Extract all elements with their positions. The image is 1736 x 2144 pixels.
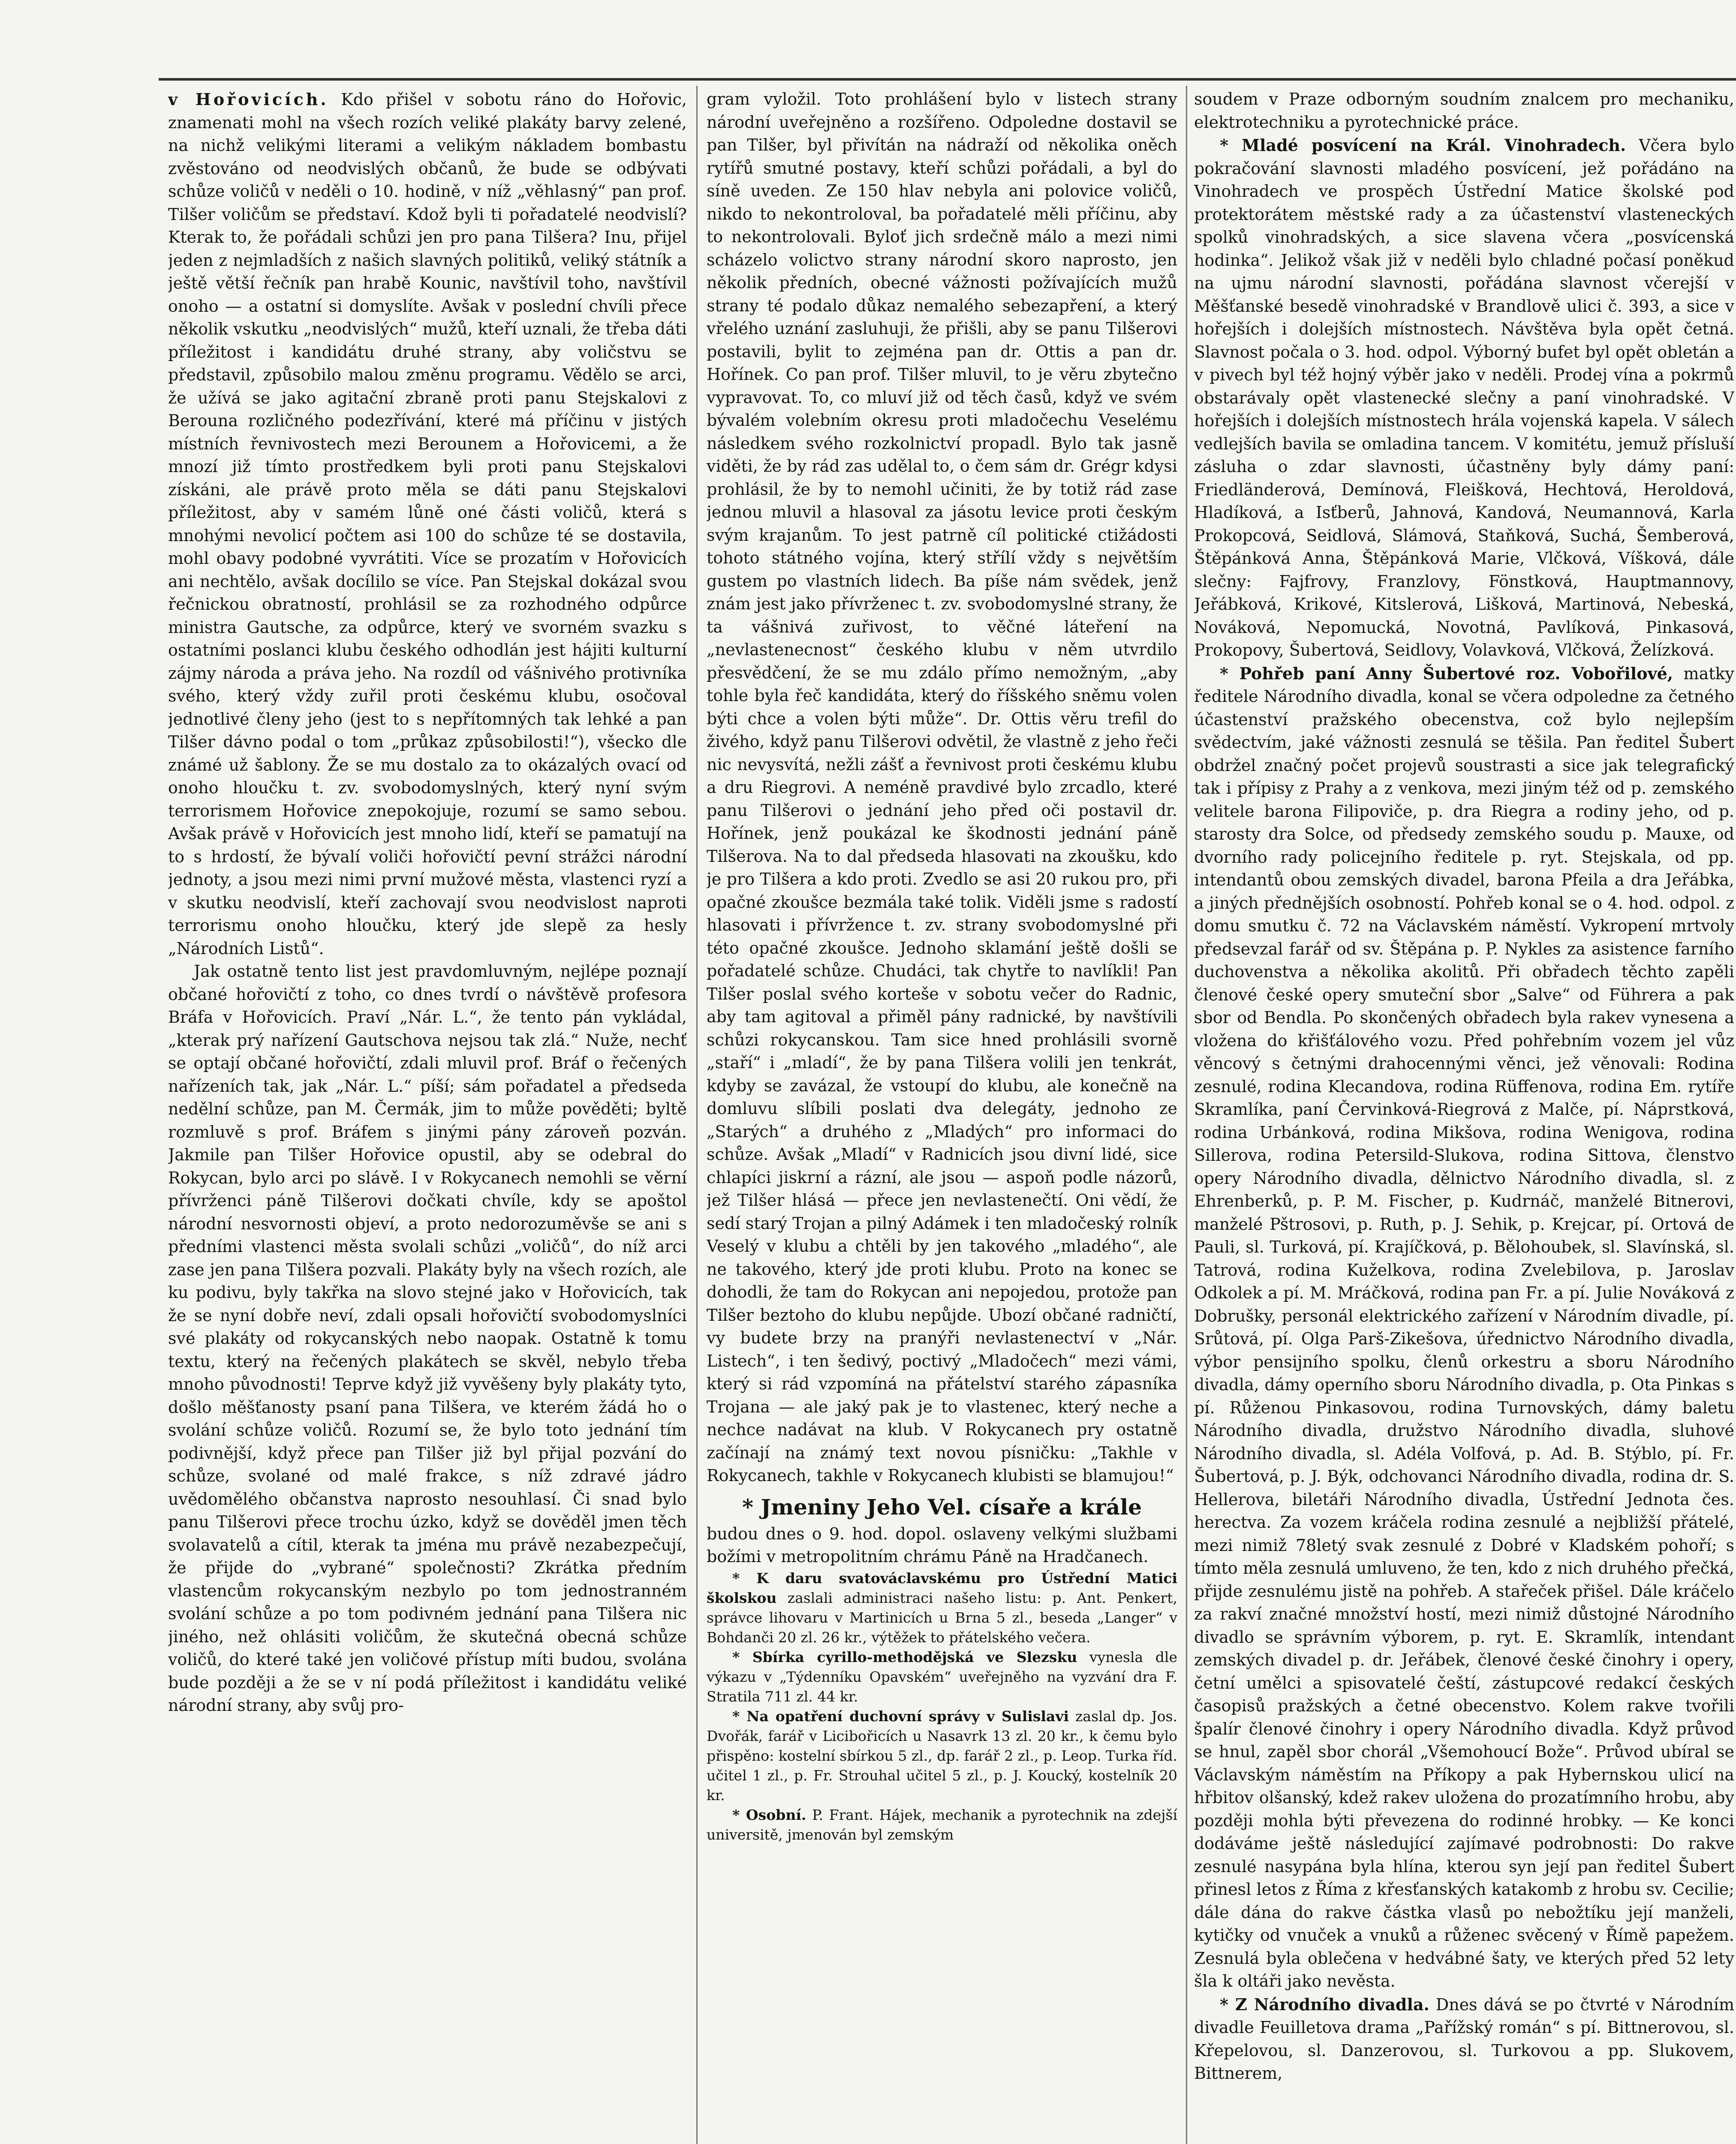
- headline-jmeniny: * Jmeniny Jeho Vel. císaře a krále: [742, 1494, 1142, 1520]
- column-2: [707, 88, 1177, 2144]
- top-rule: [159, 78, 1736, 81]
- column-divider: [1186, 86, 1187, 2144]
- column-divider: [696, 86, 698, 2144]
- news-item: [707, 1647, 1177, 1707]
- news-lead: * Osobní.: [732, 1806, 806, 1823]
- article-horovice: [168, 88, 687, 960]
- news-text: P. Frant. Hájek, mechanik a pyrotechnik na zdejší universitě, jmenován byl zemským: [707, 1806, 1177, 1843]
- news-item: [1194, 1993, 1734, 2085]
- news-lead: * Na opatření duchovní správy v Sulislavi: [732, 1707, 1069, 1725]
- news-lead: * Pohřeb paní Anny Šubertové roz. Vobořilové,: [1220, 663, 1673, 683]
- news-item: [707, 1707, 1177, 1805]
- news-text: vynesla dle výkazu v „Týdenníku Opavském“ uveřejněho na vyzvání dra F. Stratila 711 zl. 44 kr.: [707, 1648, 1177, 1705]
- news-lead: * Mladé posvícení na Král. Vinohradech.: [1220, 136, 1626, 155]
- news-item: [707, 1569, 1177, 1647]
- news-continuation: soudem v Praze odborným soudním znalcem pro mechaniku, elektrotechniku a pyrotechnické práce.: [1194, 90, 1734, 132]
- news-text: Včera bylo pokračování slavnosti mladého posvícení, jež pořádáno na Vinohradech ve prospěch Ústřední Matice školské pod protektorátem městské rady a za účastenství vlasteneckých spolků vinohradských, a sice slavena včera „posvícenská hodinka“. Jelikož však již v neděli bylo chladné počasí poněkud na ujmu národní slavnosti, pořádána slavnost včerejší v Měšťanské besedě vinohradské v Brandlově ulici č. 393, a sice v hořejších i dolejších místnostech. Návštěva byla opět četná. Slavnost počala o 3. hod. odpol. Výborný bufet byl opět obletán a v pivech byl též hojný výběr jako v neděli. Prodej vína a pokrmů obstarávaly opět vlastenecké slečny a paní vinohradské. V hořejších i dolejších místnostech hrála vojenská kapela. V sálech vedlejších bavila se omladina tancem. V komitétu, jemuž přísluší zásluha o zdar slavnosti, účastněny byly dámy paní: Friedländerová, Demínová, Fleišková, Hechtová, Heroldová, Hladíková, a Isťberů, Jahnová, Kandová, Neumannová, Karla Prokopcová, Seidlová, Slámová, Staňková, Suchá, Šemberová, Štěpánková Anna, Štěpánková Marie, Vlčková, Víšková, dále slečny: Fajfrovy, Franzlovy, Fönstková, Hauptmannovy, Jeřábková, Krikové, Kitslerová, Lišková, Martinová, Nebeská, Nováková, Nepomucká, Novotná, Pavlíková, Pinkasová, Prokopovy, Šubertová, Seidlovy, Volavková, Vlčková, Želízková.: [1194, 136, 1734, 659]
- news-lead: * Z Národního divadla.: [1220, 1994, 1429, 2014]
- article-rokycany: gram vyložil. Toto prohlášení bylo v listech strany národní uveřejněno a rozšířeno. Odpoledne dostavil se pan Tilšer, byl přivítán na nádraží od několika oněch rytířů smutné postavy, kteří schůzi pořádali, a byl do síně uveden. Ze 150 hlav nebyla ani polovice voličů, nikdo to nekontroloval, ba pořadatelé měli příčinu, aby to nekontrolovali. Byloť jich srdečně málo a mezi nimi scházelo volictvo strany národní skoro naprosto, jen několik předních, obecné vážnosti požívajících mužů strany té podalo důkaz nemalého sebezapření, a který vřelého uznání zasluhuji, že přišli, aby se panu Tilšerovi postavili, bylit to zejména pan dr. Ottis a pan dr. Hořínek. Co pan prof. Tilšer mluvil, to je věru zbytečno vypravovat. To, co mluví již od těch časů, když ve svém bývalém volebním okresu proti mladočechu Veselému následkem svého rozkolnictví propadl. Bylo tak jasně viděti, že by rád zas udělal to, o čem sám dr. Grégr kdysi prohlásil, že by to nemohl učiniti, že by totiž rád zase jednou mluvil a hlasoval za jásotu levice proti českým svým krajanům. To jest patrně cíl politické ctižádosti tohoto státného vojína, který střílí vždy s největším gustem po vlastních lidech. Ba píše nám svědek, jenž znám jest jako přívrženec t. zv. svobodomyslné strany, že ta vášnivá zuřivost, to věčné láteření na „nevlastenecnost“ českého klubu v něm utvrdilo přesvědčení, že se mu zdálo přímo nemožným, „aby tohle byla řeč kandidáta, který do říšského sněmu volen býti chce a volen býti může“. Dr. Ottis věru trefil do živého, když panu Tilšerovi odvětil, že vlastně z jeho řeči nic nevysvítá, nežli zášť a řevnivost proti českému klubu a dru Riegrovi. A neméně pravdivé bylo zrcadlo, které panu Tilšerovi o jednání jeho před oči postavil dr. Hořínek, jenž poukázal ke škodnosti jednání páně Tilšerova. Na to dal předseda hlasovati na zkoušku, kdo je pro Tilšera a kdo proti. Zvedlo se asi 20 rukou pro, při opačné zkoušce bezmála také tolik. Viděli jsme s radostí hlasovati i přívržence t. zv. strany svobodomyslné při této opačné zkoušce. Jednoho sklamání ještě došli se pořadatelé schůze. Chudáci, tak chytře to navlíkli! Pan Tilšer poslal svého korteše v sobotu večer do Radnic, aby tam agitoval a přiměl pány radnické, by navštívili schůzi rokycanskou. Tam sice hned prohlásili svorně „staří“ i „mladí“, že by pana Tilšera volili jen tenkrát, kdyby se zavázal, že vstoupí do klubu, ale konečně na domluvu slíbili poslati dva delegáty, jednoho ze „Starých“ a druhého z „Mladých“ pro informaci do schůze. Avšak „Mladí“ v Radnicích jsou divní lidé, sice chlapíci jiskrní a rázní, ale jsou — aspoň podle názorů, jež Tilšer hlásá — přece jen nevlastenečtí. Oni vědí, že sedí starý Trojan a pilný Adámek i ten mladočeský rolník Veselý v klubu a chtěli by jen takového „mladého“, ale ne takového, který jde proti klubu. Proto na konec se dohodli, že tam do Rokycan ani nepojedou, protože pan Tilšer beztoho do klubu nepůjde. Ubozí občané radničtí, vy budete brzy na pranýři nevlastenectví v „Nár. Listech“, i ten šedivý, poctivý „Mladočech“ mezi vámi, který si rád vzpomíná na přátelství starého zápasníka Trojana — ale jaký pak je to vlastenec, který neche a nechce nadávat na klub. V Rokycanech pry ostatně začínají na známý text novou písničku: „Takhle v Rokycanech, takhle v Rokycanech klubisti se blamujou!“: [707, 90, 1177, 1485]
- news-lead: * K daru svatováclavskému pro Ústřední Matici školskou: [707, 1569, 1177, 1606]
- news-item: [1194, 134, 1734, 662]
- column-1: [168, 88, 687, 2144]
- news-text: matky ředitele Národního divadla, konal se včera odpoledne za četného účastenství pražského obecenstva, což bylo nejlepším svědectvím, jaké vážnosti zesnulá se těšila. Pan ředitel Šubert obdržel značný počet projevů soustrasti a sice jak telegrafický tak i přípisy z Prahy a z venkova, mezi jiným též od p. zemského velitele barona Filipoviče, p. dra Riegra a rodiny jeho, od p. starosty dra Solce, od předsedy zemského soudu p. Mauxe, od dvorního rady policejního ředitele p. ryt. Stejskala, od pp. intendantů obou zemských divadel, barona Pfeila a dra Jeřábka, a jiných přednějších osobností. Pohřeb konal se o 4. hod. odpol. z domu smutku č. 72 na Václavském náměstí. Vykropení mrtvoly předsevzal farář od sv. Štěpána p. P. Nykles za asistence farního duchovenstva a několika akolitů. Při obřadech těchto zapěli členové české opery smuteční sbor „Salve“ od Führera a pak sbor od Bendla. Po skončených obřadech byla rakev vynesena a vložena do křišťálového vozu. Před pohřebním vozem jel vůz věncový s četnými drahocennými věnci, jež věnovali: Rodina zesnulé, rodina Klecandova, rodina Rüffenova, rodina Em. rytíře Skramlíka, paní Červinková-Riegrová z Malče, pí. Náprstková, rodina Urbánková, rodina Mikšova, rodina Wenigova, rodina Sillerova, rodina Petersild-Slukova, rodina Sittova, členstvo opery Národního divadla, dělnictvo Národního divadla, sl. z Ehrenberků, p. P. M. Fischer, p. Kudrnáč, manželé Bitnerovi, manželé Pštrosovi, p. Ruth, p. J. Sehik, p. Krejcar, pí. Ortová de Pauli, sl. Turková, pí. Krajíčková, p. Bělohoubek, sl. Slavínská, sl. Tatrová, rodina Kuželkova, rodina Zvelebilova, p. Jaroslav Odkolek a pí. M. Mráčková, rodina pan Fr. a pí. Julie Nováková z Dobrušky, personál elektrického zařízení v Národním divadle, pí. Srůtová, pí. Olga Parš-Zikešova, úřednictvo Národního divadla, výbor pensijního spolku, členů orkestru a sboru Národního divadla, dámy operního sboru Národního divadla, p. Ota Pinkas s pí. Růženou Pinkasovou, rodina Turnovských, dámy baletu Národního divadla, družstvo Národního divadla, sluhové Národního divadla, sl. Adéla Volfová, p. Ad. B. Stýblo, pí. Fr. Šubertová, p. J. Býk, odchovanci Národního divadla, rodina dr. S. Hellerova, biletáři Národního divadla, Ústřední Jednota čes. herectva. Za vozem kráčela rodina zesnulé a nejbližší přátelé, mezi nimiž 78letý svak zesnulé z Dobré v Kladském pohoří; s tímto měla zesnulá umluveno, že ten, kdo z nich druhého přečká, přijde zesnulému jistě na pohřeb. A stařeček přišel. Dále kráčelo za rakví značné množství hostí, mezi nimiž důstojné Národního divadlo se správním výborem, p. ryt. E. Skramlík, intendant zemských divadel p. dr. Jeřábek, členové české činohry i opery, četní umělci a spisovatelé čeští, zástupcové redakcí českých časopisů pražských a četné obecenstvo. Kolem rakve tvořili špalír členové činohry i opery Národního divadla. Když průvod se hnul, zapěl sbor chorál „Všemohoucí Bože“. Průvod ubíral se Václavským náměstím na Příkopy a pak Hybernskou ulicí na hřbitov olšanský, kdež rakev uložena do prozatímního hrobu, aby později mohla býti převezena do rodinné hrobky. — Ke konci dodáváme ještě následující zajímavé podrobnosti: Do rakve zesnulé nasypána byla hlína, kterou syn její pan ředitel Šubert přinesl letos z Říma z křesťanských katakomb z hrobu sv. Cecilie; dále dána do rakve částka vlasů po nebožtíku její manželi, kytičky od vnuček a vnuků a růženec svěcený v Římě papežem. Zesnulá byla oblečena v hedvábné šaty, ve kterých před 52 lety šla k oltáři jako nevěsta.: [1194, 664, 1734, 1990]
- news-item: [707, 1805, 1177, 1845]
- news-item: [1194, 662, 1734, 1993]
- article-lead: v Hořovicích.: [168, 90, 329, 109]
- news-lead: * Sbírka cyrillo-methodějská ve Slezsku: [732, 1648, 1077, 1665]
- column-3: [1194, 88, 1734, 2144]
- news-text: zaslal dp. Jos. Dvořák, farář v Licibořicích u Nasavrk 13 zl. 20 kr., k čemu bylo přispěno: kostelní sbírkou 5 zl., dp. farář 2 zl., p. Leop. Turka říd. učitel 1 zl., p. Fr. Strouhal učitel 5 zl., p. J. Koucký, kostelník 20 kr.: [707, 1707, 1177, 1804]
- news-text: Dnes dává se po čtvrté v Národním divadle Feuilletova drama „Pařížský román“ s pí. Bittnerovou, sl. Křepelovou, sl. Danzerovou, sl. Turkovou a pp. Slukovem, Bittnerem,: [1194, 1995, 1734, 2083]
- article-jmeniny: budou dnes o 9. hod. dopol. oslaveny velkými službami božími v metropolitním chrámu Páně na Hradčanech.: [707, 1524, 1177, 1566]
- article-paragraph: Jak ostatně tento list jest pravdomluvným, nejlépe poznají občané hořovičtí z toho, co dnes tvrdí o návštěvě profesora Bráfa v Hořovicích. Praví „Nár. L.“, že tento pán vykládal, „kterak prý nařízení Gautschova nejsou tak zlá.“ Nuže, nechť se optají občané hořovičtí, zdali mluvil prof. Bráf o řečených nařízeních tak, jak „Nár. L.“ píší; sám pořadatel a předseda nedělní schůze, pan M. Čermák, jim to může pověděti; byltě rozmluvě s prof. Bráfem s jinými pány zároveň pozván. Jakmile pan Tilšer Hořovice opustil, aby se odebral do Rokycan, bylo arci po slávě. I v Rokycanech nemohli se věrní přívrženci páně Tilšerovi dočkati chvíle, kdy se apoštol národní nesvornosti objeví, a proto nedorozuměvše se ani s předními vlastenci města svolali schůzi „voličů“, do níž arci zase jen pana Tilšera pozvali. Plakáty byly na všech rozích, ale ku podivu, byly takřka na slovo stejné jako v Hořovicích, tak že se nyní dobře neví, zdali opsali hořovičtí svobodomyslníci své plakáty od rokycanských nebo naopak. Ostatně k tomu textu, který na řečených plakátech se skvěl, nebylo třeba mnoho původnosti! Teprve když již vyvěšeny byly plakáty tyto, došlo měšťanosty psaní pana Tilšera, ve kterém žádá ho o svolání schůze voličů. Rozumí se, že bylo toto jednání tím podivnější, když přece pan Tilšer již byl přijal pozvání do schůze, svolané od malé frakce, s níž zdravé jádro uvědomělého občanstva naprosto nesouhlasí. Či snad bylo panu Tilšerovi přece trochu úzko, když se dověděl jmen těch svolavatelů a cítil, kterak ta jména mu právě nezabezpečují, že přijde do „vybrané“ společnosti? Zkrátka předním vlastencům rokycanským nezbylo po tom jednostranném svolání schůze a po tom podivném jednání pana Tilšera nic jiného, než ohlásiti voličům, že skutečná obecná schůze voličů, do které také jen voličové přístup míti budou, svolána bude později a že se v ní podá příležitost i kandidátu veliké národní strany, aby svůj pro-: [168, 962, 687, 1715]
- news-text: zaslali administraci našeho listu: p. Ant. Penkert, správce lihovaru v Martinicích u Brna 5 zl., beseda „Langer“ v Bohdanči 20 zl. 26 kr., výtěžek to přátelského večera.: [707, 1589, 1177, 1646]
- article-text: Kdo přišel v sobotu ráno do Hořovic, znamenati mohl na všech rozích veliké plakáty barvy zelené, na nichž velikými literami a velikým nákladem bombastu zvěstováno od neodvislých občanů, že bude se odbývati schůze voličů v neděli o 10. hodině, v níž „věhlasný“ pan prof. Tilšer voličům se představí. Kdož byli ti pořadatelé neodvislí? Kterak to, že pořádali schůzi jen pro pana Tilšera? Inu, přijel jeden z nejmladších z našich slavných politiků, veliký státník a ještě větší řečník pan hrabě Kounic, navštívil toho, navštívil onoho — a ostatní si domyslíte. Avšak v poslední chvíli přece několik vskutku „neodvislých“ mužů, kteří uznali, že třeba dáti příležitost i kandidátu druhé strany, aby voličstvu se představil, způsobilo malou změnu programu. Vědělo se arci, že užívá se jako agitační zbraně proti panu Stejskalovi z Berouna rozličného podezřívání, které má příčinu v jistých místních řevnivostech mezi Berounem a Hořovicemi, a že mnozí již tímto prostředkem byli proti panu Stejskalovi získáni, ale právě proto měla se dáti panu Stejskalovi příležitost, aby v samém lůně oné části voličů, která s mnohými nevolicí počtem asi 100 do schůze té se dostavila, mohl obavy podobné vyvrátiti. Více se prozatím v Hořovicích ani nechtělo, avšak docílilo se více. Pan Stejskal dokázal svou řečnickou obratností, prohlásil se za rozhodného odpůrce ministra Gautsche, za odpůrce, který ve svorném svazku s ostatními poslanci klubu českého odhodlán jest hájiti kulturní zájmy národa a práva jeho. Na rozdíl od vášnivého protivníka svého, který vždy zuřil proti českému klubu, osočoval jednotlivé členy jeho (jest to s nepřítomných tak lehké a pan Tilšer dávno podal o tom „průkaz způsobilosti!“), všecko dle známé už šablony. Že se mu dostalo za to okázalých ovací od onoho hloučku t. zv. svobodomyslných, který nyní svým terrorismem Hořovice znepokojuje, rozumí se samo sebou. Avšak právě v Hořovicích jest mnoho lidí, kteří se pamatují na to s hrdostí, že bývalí voliči hořovičtí pevní strážci národní jednoty, a jsou mezi nimi první mužové města, vlastenci ryzí a v skutku neodvislí, kteří zachovají svou neodvislost naproti terrorismu onoho hloučku, který jde slepě za hesly „Národních Listů“.: [168, 90, 687, 958]
